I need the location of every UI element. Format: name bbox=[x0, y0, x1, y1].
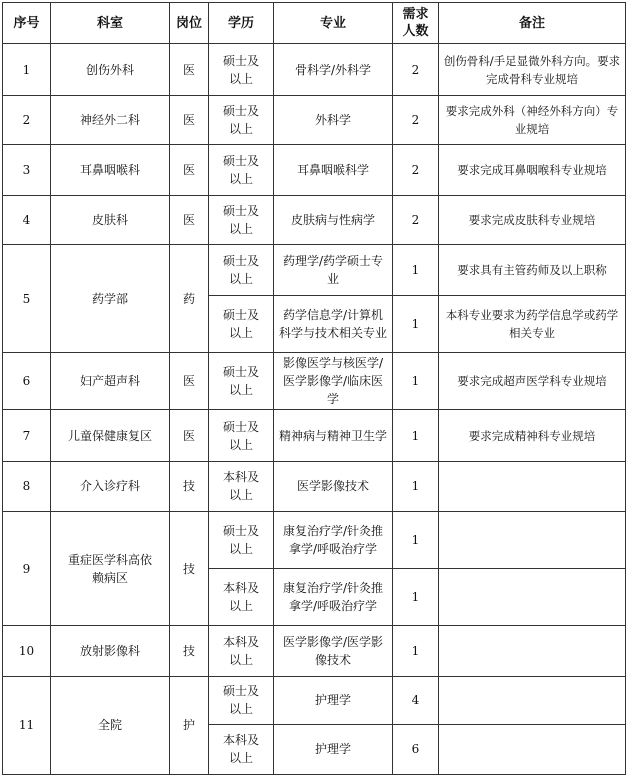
cell-major: 护理学 bbox=[274, 676, 393, 724]
cell-major: 精神病与精神卫生学 bbox=[274, 410, 393, 461]
cell-count: 1 bbox=[393, 353, 439, 410]
cell-edu: 硕士及以上 bbox=[209, 244, 274, 295]
header-demand: 需求人数 bbox=[393, 3, 439, 44]
cell-remark bbox=[439, 569, 626, 626]
cell-post: 医 bbox=[170, 410, 209, 461]
cell-post: 药 bbox=[170, 244, 209, 352]
cell-count: 1 bbox=[393, 461, 439, 511]
cell-major: 耳鼻咽喉科学 bbox=[274, 145, 393, 195]
table-row bbox=[3, 410, 626, 461]
cell-seq: 6 bbox=[3, 353, 51, 410]
cell-dept: 儿童保健康复区 bbox=[51, 410, 170, 461]
cell-major: 骨科学/外科学 bbox=[274, 44, 393, 96]
header-seq: 序号 bbox=[3, 3, 51, 44]
cell-count: 2 bbox=[393, 195, 439, 244]
cell-remark: 要求完成耳鼻咽喉科专业规培 bbox=[439, 145, 626, 195]
table-row bbox=[3, 353, 626, 410]
cell-count: 1 bbox=[393, 244, 439, 295]
header-edu: 学历 bbox=[209, 3, 274, 44]
cell-dept: 介入诊疗科 bbox=[51, 461, 170, 511]
cell-major: 医学影像学/医学影像技术 bbox=[274, 626, 393, 676]
cell-major: 药学信息学/计算机科学与技术相关专业 bbox=[274, 295, 393, 352]
cell-major: 影像医学与核医学/医学影像学/临床医学 bbox=[274, 353, 393, 410]
cell-seq: 3 bbox=[3, 145, 51, 195]
header-major: 专业 bbox=[274, 3, 393, 44]
cell-remark: 要求具有主管药师及以上职称 bbox=[439, 244, 626, 295]
cell-edu: 硕士及以上 bbox=[209, 511, 274, 568]
cell-count: 1 bbox=[393, 569, 439, 626]
cell-dept: 全院 bbox=[51, 676, 170, 774]
table-row bbox=[3, 44, 626, 96]
table-row bbox=[3, 145, 626, 195]
cell-dept: 药学部 bbox=[51, 244, 170, 352]
cell-edu: 硕士及以上 bbox=[209, 353, 274, 410]
table-row bbox=[3, 676, 626, 724]
table-row bbox=[3, 511, 626, 568]
cell-remark: 本科专业要求为药学信息学或药学相关专业 bbox=[439, 295, 626, 352]
cell-seq: 7 bbox=[3, 410, 51, 461]
cell-remark bbox=[439, 511, 626, 568]
cell-remark bbox=[439, 461, 626, 511]
cell-remark: 要求完成外科（神经外科方向）专业规培 bbox=[439, 96, 626, 145]
table-row bbox=[3, 461, 626, 511]
cell-seq: 11 bbox=[3, 676, 51, 774]
cell-seq: 8 bbox=[3, 461, 51, 511]
cell-post: 技 bbox=[170, 461, 209, 511]
recruitment-table bbox=[2, 2, 626, 775]
cell-count: 1 bbox=[393, 511, 439, 568]
cell-count: 4 bbox=[393, 676, 439, 724]
cell-major: 康复治疗学/针灸推拿学/呼吸治疗学 bbox=[274, 569, 393, 626]
cell-remark bbox=[439, 724, 626, 774]
cell-remark: 要求完成精神科专业规培 bbox=[439, 410, 626, 461]
cell-edu: 硕士及以上 bbox=[209, 676, 274, 724]
cell-seq: 1 bbox=[3, 44, 51, 96]
cell-edu: 硕士及以上 bbox=[209, 195, 274, 244]
cell-seq: 10 bbox=[3, 626, 51, 676]
cell-remark: 要求完成皮肤科专业规培 bbox=[439, 195, 626, 244]
cell-edu: 硕士及以上 bbox=[209, 295, 274, 352]
cell-edu: 本科及以上 bbox=[209, 569, 274, 626]
cell-post: 技 bbox=[170, 511, 209, 625]
cell-edu: 本科及以上 bbox=[209, 724, 274, 774]
header-dept: 科室 bbox=[51, 3, 170, 44]
cell-dept: 创伤外科 bbox=[51, 44, 170, 96]
cell-post: 医 bbox=[170, 353, 209, 410]
cell-seq: 4 bbox=[3, 195, 51, 244]
cell-dept: 皮肤科 bbox=[51, 195, 170, 244]
cell-count: 2 bbox=[393, 96, 439, 145]
cell-post: 护 bbox=[170, 676, 209, 774]
cell-edu: 硕士及以上 bbox=[209, 410, 274, 461]
cell-major: 外科学 bbox=[274, 96, 393, 145]
cell-dept: 耳鼻咽喉科 bbox=[51, 145, 170, 195]
cell-edu: 硕士及以上 bbox=[209, 96, 274, 145]
cell-remark bbox=[439, 626, 626, 676]
cell-count: 1 bbox=[393, 295, 439, 352]
cell-dept: 重症医学科高依赖病区 bbox=[51, 511, 170, 625]
cell-remark: 要求完成超声医学科专业规培 bbox=[439, 353, 626, 410]
cell-count: 1 bbox=[393, 410, 439, 461]
header-post: 岗位 bbox=[170, 3, 209, 44]
cell-post: 医 bbox=[170, 96, 209, 145]
cell-seq: 2 bbox=[3, 96, 51, 145]
cell-post: 医 bbox=[170, 44, 209, 96]
cell-major: 护理学 bbox=[274, 724, 393, 774]
cell-dept: 神经外二科 bbox=[51, 96, 170, 145]
cell-edu: 硕士及以上 bbox=[209, 145, 274, 195]
header-remark: 备注 bbox=[439, 3, 626, 44]
cell-dept: 放射影像科 bbox=[51, 626, 170, 676]
cell-seq: 9 bbox=[3, 511, 51, 625]
cell-edu: 本科及以上 bbox=[209, 461, 274, 511]
cell-major: 康复治疗学/针灸推拿学/呼吸治疗学 bbox=[274, 511, 393, 568]
table-row bbox=[3, 96, 626, 145]
cell-count: 1 bbox=[393, 626, 439, 676]
table-row bbox=[3, 244, 626, 295]
cell-major: 药理学/药学硕士专业 bbox=[274, 244, 393, 295]
cell-major: 皮肤病与性病学 bbox=[274, 195, 393, 244]
cell-dept: 妇产超声科 bbox=[51, 353, 170, 410]
cell-post: 技 bbox=[170, 626, 209, 676]
cell-major: 医学影像技术 bbox=[274, 461, 393, 511]
header-row bbox=[3, 3, 626, 44]
cell-edu: 本科及以上 bbox=[209, 626, 274, 676]
cell-count: 2 bbox=[393, 145, 439, 195]
table-row bbox=[3, 626, 626, 676]
table-row bbox=[3, 195, 626, 244]
cell-count: 2 bbox=[393, 44, 439, 96]
cell-remark: 创伤骨科/手足显微外科方向。要求完成骨科专业规培 bbox=[439, 44, 626, 96]
cell-remark bbox=[439, 676, 626, 724]
cell-post: 医 bbox=[170, 145, 209, 195]
cell-edu: 硕士及以上 bbox=[209, 44, 274, 96]
cell-seq: 5 bbox=[3, 244, 51, 352]
cell-count: 6 bbox=[393, 724, 439, 774]
cell-post: 医 bbox=[170, 195, 209, 244]
